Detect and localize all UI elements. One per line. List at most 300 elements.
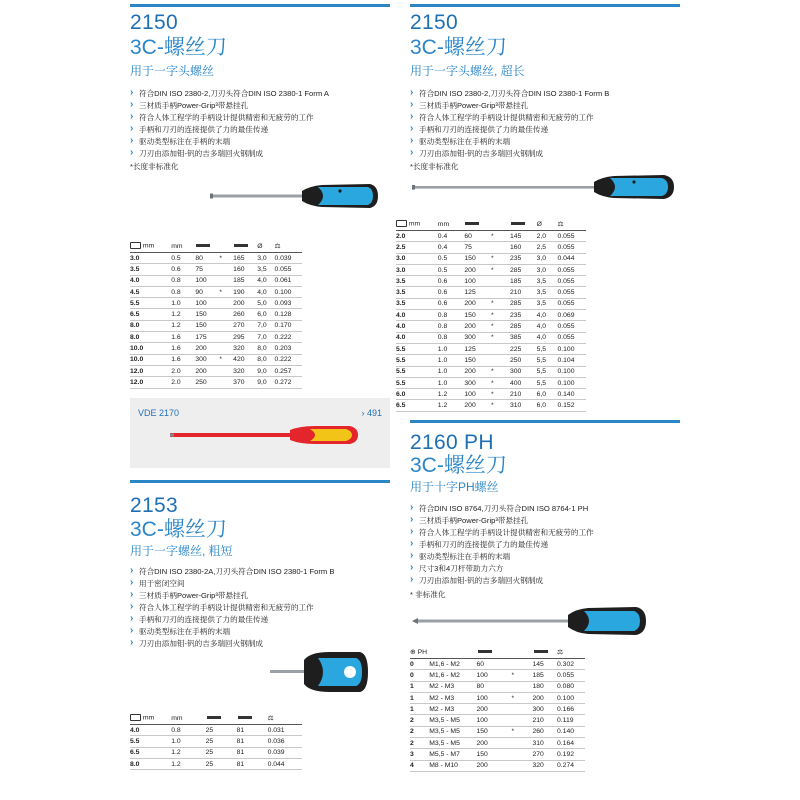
table-cell [219,309,233,320]
spec-table [130,712,302,770]
table-cell: 180 [533,681,558,692]
col-mark-header [219,240,233,253]
table-cell: 0.044 [268,758,302,769]
table-cell: 125 [464,287,491,298]
table-cell: 80 [477,681,512,692]
table-cell: 0 [410,659,429,670]
table-cell: * [491,321,510,332]
table-cell: 0.100 [557,692,585,703]
product-subtitle: 用于一字头螺丝 [130,64,215,78]
table-cell: 0.170 [274,320,302,331]
table-cell: 200 [464,321,491,332]
table-cell: 385 [510,332,537,343]
table-cell [512,704,533,715]
col-handle-header: mm [130,240,171,253]
table-cell: 200 [464,366,491,377]
table-row [396,264,586,275]
table-cell: 0.104 [557,355,586,366]
table-cell: 200 [477,704,512,715]
table-cell: 0.5 [438,264,465,275]
table-cell: 270 [233,320,257,331]
table-cell: 3.5 [396,276,438,287]
table-cell: 6.0 [396,389,438,400]
table-cell: 0.302 [557,659,585,670]
table-cell: * [491,366,510,377]
col-thickness-header: mm [171,240,195,253]
table-cell [491,355,510,366]
table-row [130,309,302,320]
table-cell: 190 [233,286,257,297]
footnote: * 非标准化 [410,590,446,599]
product-subtitle: 用于一字头螺丝, 超长 [410,64,525,78]
table-cell: 5,0 [257,298,274,309]
feature-item: › 三材质手柄Power-Grip³带悬挂孔 [410,515,594,527]
table-cell: 3,5 [537,298,558,309]
product-name: 3C-螺丝刀 [130,518,227,541]
feature-item: › 符合DIN ISO 8764,刀刃头符合DIN ISO 8764-1 PH [410,503,594,515]
table-cell: 0.5 [438,253,465,264]
table-cell: 250 [510,355,537,366]
col-handle-header: mm [130,712,171,725]
table-cell [512,738,533,749]
table-cell: 185 [233,275,257,286]
table-cell: M5,5 - M7 [429,749,476,760]
table-cell: 0.192 [557,749,585,760]
table-cell: 0.100 [274,286,302,297]
table-cell: 2.0 [171,365,195,376]
col-length-header [195,240,219,253]
table-cell: * [491,400,510,411]
table-row [130,286,302,297]
table-cell: 0.274 [557,760,585,771]
table-cell: 2.0 [396,231,438,242]
spec-table [130,240,302,389]
table-row [410,726,585,737]
table-cell: 200 [195,343,219,354]
table-row [130,343,302,354]
feature-item: › 手柄和刀刃的连接提供了力的最佳传递 [410,124,609,136]
table-row [396,276,586,287]
handle-icon [130,242,141,249]
table-row [130,332,302,343]
product-subtitle: 用于十字PH螺丝 [410,480,499,494]
table-cell: 285 [510,264,537,275]
table-cell: 1.0 [438,355,465,366]
table-cell: 3,5 [537,287,558,298]
table-cell: 145 [510,231,537,242]
table-row [410,715,585,726]
table-cell: 8.0 [130,332,171,343]
table-cell: 81 [237,736,268,747]
table-cell: 25 [206,725,237,736]
table-cell: 200 [195,365,219,376]
table-cell [219,275,233,286]
table-cell: 185 [533,670,558,681]
table-cell: 3,5 [257,264,274,275]
vde-page-link[interactable]: › 491 [361,408,382,418]
table-cell: M3,5 - M5 [429,726,476,737]
table-cell: 370 [233,377,257,388]
screwdriver-image [412,172,677,202]
table-row [410,670,585,681]
table-cell: 5.5 [396,366,438,377]
col-diameter-header: Ø [257,240,274,253]
table-cell: 0.6 [438,276,465,287]
product-code: 2150 [410,11,458,34]
length-icon [478,650,492,653]
table-cell: 6,0 [537,389,558,400]
feature-list [130,566,334,650]
section-divider [410,420,680,423]
table-cell: 300 [510,366,537,377]
table-cell: 0.069 [557,310,586,321]
feature-item: › 刀刃由添加钼-钒的吉多瑞回火钢制成 [410,575,594,587]
length-icon [207,716,221,719]
vde-screwdriver-image [170,424,360,446]
col-length-header [464,218,491,231]
table-cell: 3.0 [396,253,438,264]
table-cell: 3,5 [537,276,558,287]
table-cell: 3.0 [130,253,171,264]
table-cell: 6.5 [130,747,171,758]
table-cell: 0.203 [274,343,302,354]
table-cell: 5,5 [537,355,558,366]
section-divider [130,480,390,483]
table-row [130,354,302,365]
table-cell: 2.5 [396,242,438,253]
feature-item: › 三材质手柄Power-Grip³带悬挂孔 [410,100,609,112]
table-cell: * [491,253,510,264]
handle-icon [396,220,407,227]
table-cell: 10.0 [130,354,171,365]
table-row [396,366,586,377]
table-cell: 0.061 [274,275,302,286]
table-cell: 4.0 [130,275,171,286]
table-cell [219,298,233,309]
table-cell: 60 [477,659,512,670]
table-cell: M1,6 - M2 [429,670,476,681]
table-cell: 0.222 [274,332,302,343]
table-cell: 4,0 [537,310,558,321]
table-cell: * [219,354,233,365]
table-cell: 100 [464,276,491,287]
table-cell: 6.5 [396,400,438,411]
product-name: 3C-螺丝刀 [410,454,507,477]
table-cell: 0.031 [268,725,302,736]
table-row [410,760,585,771]
table-cell: 285 [510,321,537,332]
table-cell: 1 [410,681,429,692]
table-cell: 9,0 [257,377,274,388]
table-cell: 0.036 [268,736,302,747]
table-cell: M3,5 - M5 [429,715,476,726]
table-cell: 12.0 [130,377,171,388]
col-total-header [233,240,257,253]
table-cell: 0.8 [438,310,465,321]
length-icon [234,244,248,247]
vde-reference-box[interactable] [130,398,390,468]
screwdriver-blade [210,195,302,198]
table-cell: * [491,377,510,388]
feature-item: › 驱动类型标注在手柄的末端 [130,626,334,638]
table-cell: 2.0 [171,377,195,388]
table-cell: 320 [233,343,257,354]
table-cell: 3.5 [396,287,438,298]
col-length-header [206,712,237,725]
table-cell: 6,0 [257,309,274,320]
table-cell: 0.6 [171,264,195,275]
table-cell: * [491,389,510,400]
table-cell: 0.055 [557,264,586,275]
table-cell: 5.5 [396,355,438,366]
table-cell: 1.2 [438,389,465,400]
table-cell: 25 [206,758,237,769]
table-cell [512,659,533,670]
table-cell: 60 [464,231,491,242]
table-cell: 4.0 [396,332,438,343]
table-cell: 0.8 [438,332,465,343]
table-cell: M8 - M10 [429,760,476,771]
product-name: 3C-螺丝刀 [130,36,227,59]
table-cell: 295 [233,332,257,343]
table-cell: * [512,692,533,703]
col-total-header [510,218,537,231]
table-cell: 300 [464,332,491,343]
table-row [396,389,586,400]
table-cell: 250 [195,377,219,388]
table-cell: 6,0 [537,400,558,411]
table-cell: 7,0 [257,320,274,331]
weight-icon: ⚖ [267,715,274,722]
screwdriver-tip [412,185,415,190]
table-cell: 150 [195,309,219,320]
table-row [130,253,302,264]
spec-table [410,646,585,772]
table-cell: 200 [464,298,491,309]
table-cell: * [512,726,533,737]
table-cell [512,760,533,771]
col-total-header [533,646,558,659]
table-cell: 4,0 [257,286,274,297]
table-cell [219,377,233,388]
table-cell: 100 [195,298,219,309]
table-cell: 2 [410,715,429,726]
table-cell: 8,0 [257,343,274,354]
table-cell: 150 [195,320,219,331]
length-icon [465,222,479,225]
table-cell: 320 [533,760,558,771]
table-cell: 175 [195,332,219,343]
col-length-header [477,646,512,659]
table-cell: 285 [510,298,537,309]
feature-item: › 手柄和刀刃的连接提供了力的最佳传递 [130,124,329,136]
table-cell: 235 [510,310,537,321]
table-cell: 225 [510,343,537,354]
table-cell: 6.5 [130,309,171,320]
table-cell: 4,0 [537,332,558,343]
table-cell [491,287,510,298]
table-cell [512,715,533,726]
table-row [396,231,586,242]
table-cell: 1 [410,704,429,715]
table-cell: 150 [464,310,491,321]
table-row [396,332,586,343]
screwdriver-blade [412,186,594,189]
table-cell: 1 [410,692,429,703]
table-cell: 200 [464,400,491,411]
table-row [396,287,586,298]
table-cell: * [491,231,510,242]
table-cell: 0.055 [557,287,586,298]
table-cell: 270 [533,749,558,760]
table-cell: 0.039 [274,253,302,264]
table-cell: 75 [464,242,491,253]
table-cell: 1.0 [438,366,465,377]
section-divider [130,4,390,7]
table-cell: 81 [237,747,268,758]
feature-item: › 手柄和刀刃的连接提供了力的最佳传递 [130,614,334,626]
table-cell: 100 [477,692,512,703]
table-cell: M2 - M3 [429,704,476,715]
product-subtitle: 用于一字螺丝, 粗短 [130,544,233,558]
table-cell: 1.0 [438,343,465,354]
table-cell: 100 [464,389,491,400]
table-cell: 5,5 [537,377,558,388]
weight-icon: ⚖ [557,649,564,656]
table-cell [219,365,233,376]
feature-item: › 三材质手柄Power-Grip³带悬挂孔 [130,100,329,112]
table-cell: 0.166 [557,704,585,715]
table-cell: * [512,670,533,681]
table-cell: 420 [233,354,257,365]
table-cell: 25 [206,747,237,758]
feature-item: › 符合DIN ISO 2380-2,刀刃头符合DIN ISO 2380-1 Form A [130,88,329,100]
table-cell: 4.5 [130,286,171,297]
weight-icon: ⚖ [557,221,564,228]
screwdriver-image [412,604,648,638]
table-cell: 5.5 [130,298,171,309]
table-cell: 81 [237,758,268,769]
screwdriver-blade [270,670,304,673]
feature-list [410,503,594,587]
table-cell: 0.093 [274,298,302,309]
table-cell: 0.8 [171,286,195,297]
table-row [396,343,586,354]
table-cell: 300 [533,704,558,715]
col-diameter-header: Ø [537,218,558,231]
table-cell: 150 [477,749,512,760]
table-cell: 4 [410,760,429,771]
table-cell: 0.100 [557,377,586,388]
table-row [396,242,586,253]
table-cell: 5,5 [537,366,558,377]
table-cell: 0.055 [557,321,586,332]
feature-item: › 三材质手柄Power-Grip³带悬挂孔 [130,590,334,602]
table-cell: 0.055 [557,298,586,309]
screwdriver-tip [412,618,418,624]
footnote: *长度非标准化 [130,162,179,171]
feature-item: › 符合人体工程学的手柄设计提供精密和无疲劳的工作 [410,112,609,124]
table-cell: M3,5 - M5 [429,738,476,749]
table-row [410,659,585,670]
table-cell: 80 [195,253,219,264]
table-cell: 2,0 [537,231,558,242]
table-row [396,310,586,321]
feature-item: › 符合人体工程学的手柄设计提供精密和无疲劳的工作 [130,112,329,124]
table-cell: 310 [510,400,537,411]
table-cell: 210 [533,715,558,726]
feature-list [410,88,609,160]
screwdriver-image [210,180,380,212]
table-row [410,692,585,703]
table-cell: 0.055 [274,264,302,275]
table-row [410,738,585,749]
table-cell: 145 [533,659,558,670]
table-cell: 0.8 [438,321,465,332]
table-row [396,400,586,411]
table-cell: 1.0 [171,298,195,309]
feature-item: › 符合DIN ISO 2380-2,刀刃头符合DIN ISO 2380-1 Form B [410,88,609,100]
table-cell: 8,0 [257,354,274,365]
table-row [130,377,302,388]
table-cell: 1.2 [171,320,195,331]
col-screw-header [429,646,476,659]
table-cell: 4,0 [257,275,274,286]
table-cell: 200 [533,692,558,703]
table-cell: 0.055 [557,332,586,343]
table-cell: 0.055 [557,670,585,681]
length-icon [238,716,252,719]
table-cell: 310 [533,738,558,749]
table-cell: 160 [510,242,537,253]
table-cell: 0.152 [557,400,586,411]
table-cell: 1.2 [171,309,195,320]
table-cell: 0 [410,670,429,681]
table-cell: 4.0 [130,725,171,736]
table-cell: 3,0 [257,253,274,264]
table-cell: 2 [410,726,429,737]
table-cell: 5.5 [130,736,171,747]
col-thickness-header: mm [171,712,205,725]
table-cell: 0.164 [557,738,585,749]
product-name: 3C-螺丝刀 [410,36,507,59]
table-cell: 300 [464,377,491,388]
col-weight-header [557,646,585,659]
table-row [130,758,302,769]
product-code: 2160 PH [410,431,494,454]
table-cell [491,242,510,253]
feature-item: › 符合人体工程学的手柄设计提供精密和无疲劳的工作 [130,602,334,614]
table-cell: 0.100 [557,366,586,377]
table-cell: 0.8 [171,725,205,736]
col-weight-header [274,240,302,253]
table-cell: 0.4 [438,242,465,253]
table-cell: * [219,286,233,297]
table-cell: 100 [477,715,512,726]
table-cell: 1.2 [438,400,465,411]
table-row [130,275,302,286]
table-cell: 260 [233,309,257,320]
col-total-header [237,712,268,725]
table-cell: 0.257 [274,365,302,376]
table-cell: 0.080 [557,681,585,692]
table-row [130,736,302,747]
feature-item: › 刀刃由添加钼-钒的吉多瑞回火钢制成 [410,148,609,160]
table-cell: 1.2 [171,747,205,758]
table-cell: 235 [510,253,537,264]
table-row [410,704,585,715]
handle-icon [130,714,141,721]
